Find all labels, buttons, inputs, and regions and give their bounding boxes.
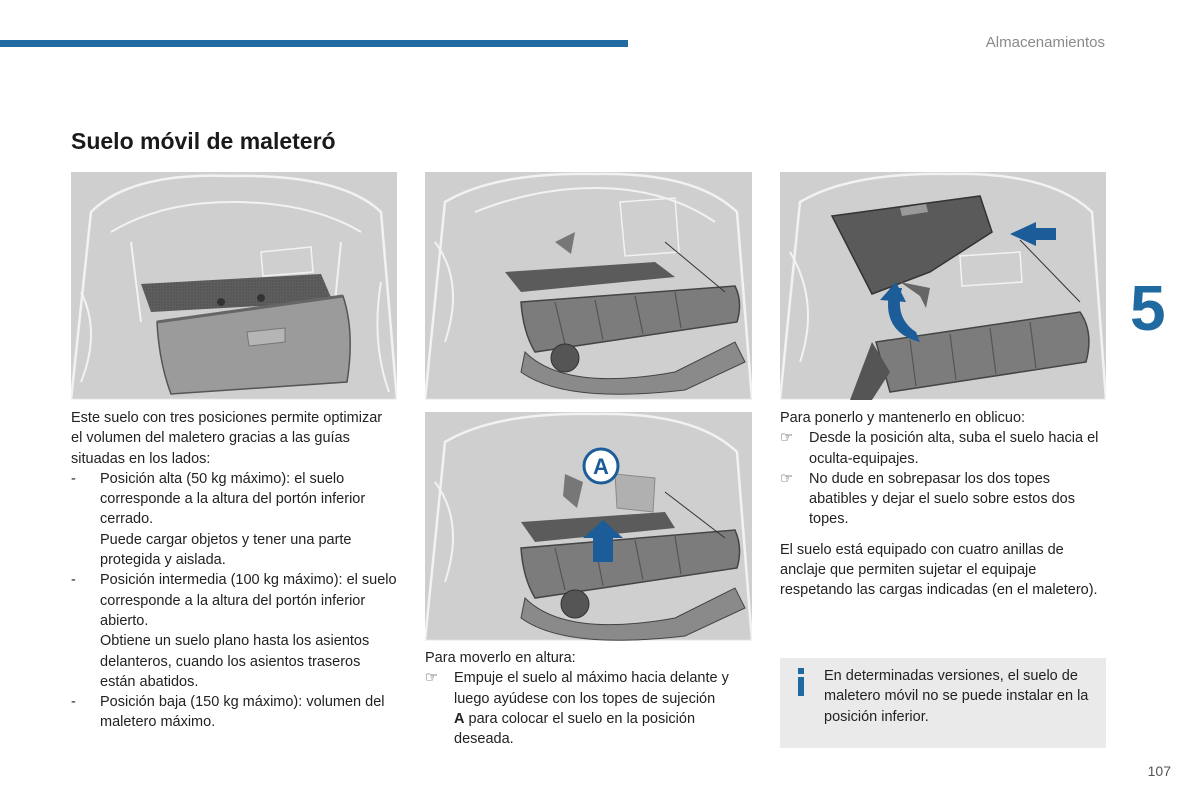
col2-intro: Para moverlo en altura: — [425, 650, 576, 666]
list-marker: - — [71, 694, 76, 711]
figure-oblique-position — [780, 172, 1106, 400]
col3-text — [780, 408, 1106, 601]
list-item — [780, 428, 1106, 469]
header-bar — [0, 40, 628, 47]
callout-a-label: A — [593, 454, 609, 479]
list-item-text: Desde la posición alta, suba el suelo hacia el oculta-equipajes. — [809, 430, 1099, 467]
hand-pointer-icon: ☞ — [780, 430, 793, 447]
list-item-extra: Puede cargar objetos y tener una parte protegida y aislada. — [100, 531, 352, 569]
list-marker: - — [71, 470, 76, 487]
col3-intro: Para ponerlo y mantenerlo en oblicuo: — [780, 410, 1026, 426]
section-title: Almacenamientos — [985, 34, 1105, 51]
list-item-text-after: para colocar el suelo en la posición deseada. — [454, 710, 696, 748]
list-item-text: Posición baja (150 kg máximo): volumen del maletero máximo. — [100, 694, 385, 731]
hand-pointer-icon: ☞ — [425, 670, 438, 687]
info-box — [780, 658, 1106, 748]
stop-label: A — [454, 710, 465, 727]
col3-paragraph: El suelo está equipado con cuatro anillas de anclaje que permiten sujetar el equipaje respetando las cargas indicadas (en el maletero). — [780, 541, 1098, 599]
list-marker: - — [71, 572, 76, 589]
hand-pointer-icon: ☞ — [780, 470, 793, 487]
list-item — [71, 692, 397, 733]
chapter-number: 5 — [1130, 272, 1166, 344]
list-item-extra: Obtiene un suelo plano hasta los asientos delanteros, cuando los asientos traseros están abatidos. — [100, 633, 370, 690]
col1-intro: Este suelo con tres posiciones permite optimizar el volumen del maletero gracias a las guías situadas en los lados: — [71, 410, 383, 467]
list-item-text-before: Empuje el suelo al máximo hacia delante y luego ayúdese con los topes de sujeción — [454, 670, 729, 707]
page-title: Suelo móvil de maleteró — [71, 128, 336, 154]
col1-text — [71, 408, 397, 733]
figure-move-stops — [425, 412, 752, 641]
list-item-text — [454, 668, 752, 749]
info-icon — [794, 668, 808, 696]
list-item-text: No dude en sobrepasar los dos topes abatibles y dejar el suelo sobre estos dos topes. — [809, 470, 1075, 528]
list-item — [71, 469, 397, 570]
list-item — [780, 469, 1106, 530]
figure-high-position — [71, 172, 397, 400]
list-item — [425, 668, 752, 749]
info-text: En determinadas versiones, el suelo de maletero móvil no se puede instalar en la posición inferior. — [824, 668, 1089, 725]
page-number: 107 — [1147, 763, 1171, 779]
list-item-text: Posición intermedia (100 kg máximo): el suelo corresponde a la altura del portón inferior abierto. — [100, 572, 397, 629]
figure-intermediate-position — [425, 172, 752, 400]
list-item-text: Posición alta (50 kg máximo): el suelo corresponde a la altura del portón inferior cerrado. — [100, 470, 366, 528]
list-item — [71, 570, 397, 692]
col2-text — [425, 648, 752, 749]
